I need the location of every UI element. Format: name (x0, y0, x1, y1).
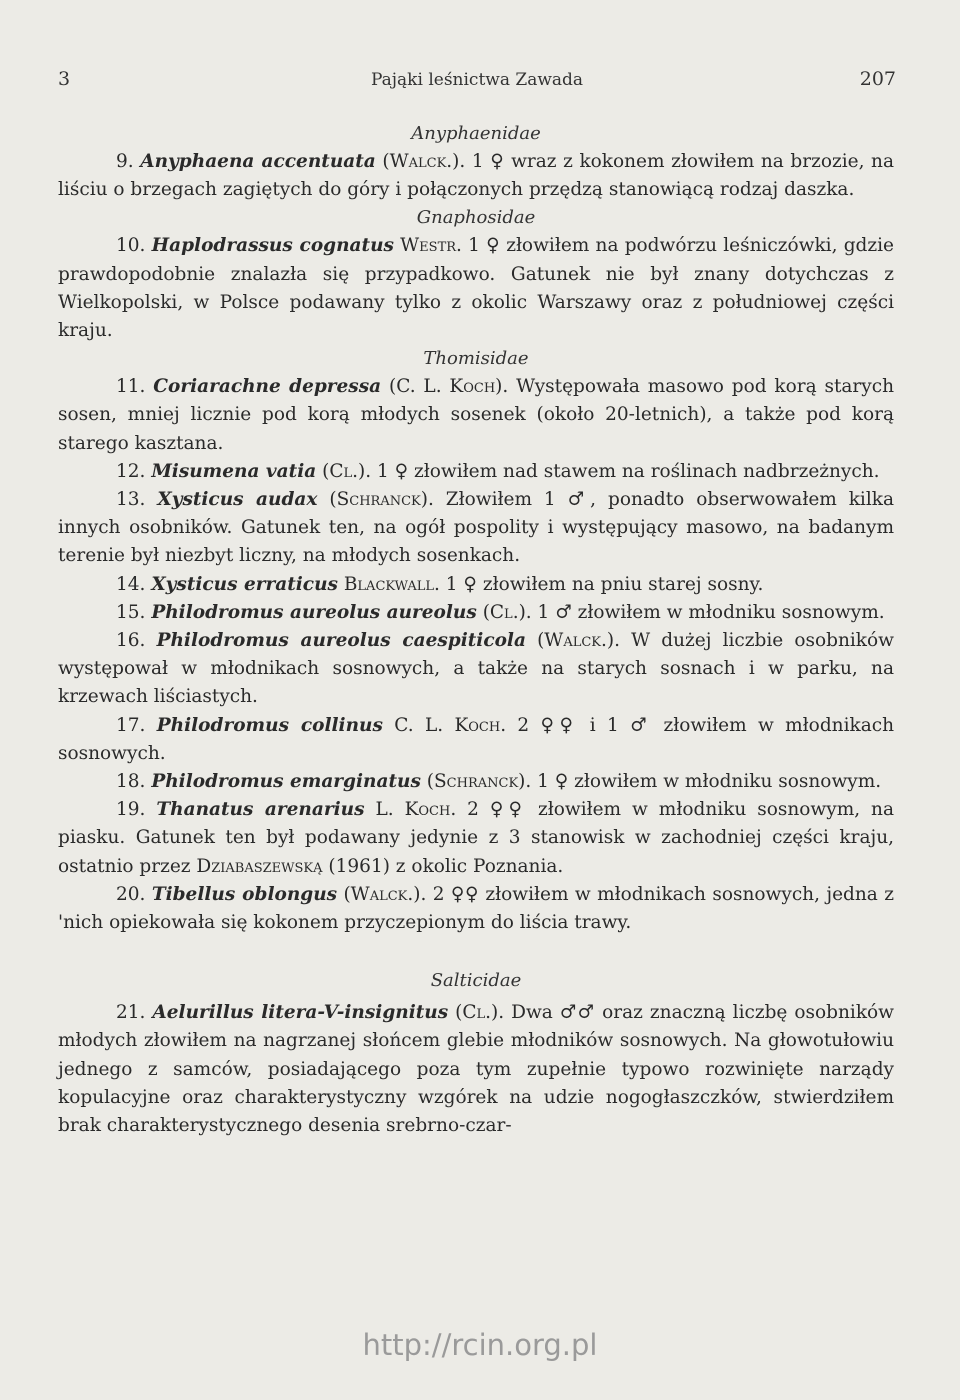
species-name: Haplodrassus cognatus (151, 235, 394, 257)
entry-text-cont: (1961) z okolic Poznania. (322, 855, 564, 877)
species-author: Westr. (400, 235, 462, 257)
species-entry (58, 486, 894, 571)
species-author: (Walck.). (537, 630, 620, 652)
species-author: (Schranck). (329, 489, 434, 511)
section-heading: Salticidae (430, 970, 522, 992)
species-author: (Schranck). (426, 771, 532, 793)
species-name: Philodromus aureolus caespiticola (156, 630, 526, 652)
species-name: Anyphaena accentuata (140, 151, 376, 172)
page-header (58, 64, 896, 98)
article-body (58, 120, 894, 1140)
entry-text: 1 ♀ złowiłem w młodniku sosnowym. (531, 771, 882, 793)
species-name: Tibellus oblongus (151, 883, 338, 905)
entry-number: 11. (116, 376, 146, 398)
species-author: C. L. Koch. (394, 714, 507, 736)
species-author: Blackwall. (343, 573, 440, 595)
section-heading: Anyphaenidae (411, 123, 541, 144)
watermark: http://rcin.org.pl (362, 1328, 598, 1362)
entry-number: 18. (116, 771, 146, 793)
species-entry (58, 768, 894, 796)
species-author: (Cl.). (322, 460, 372, 482)
entry-number: 15. (116, 601, 146, 623)
species-entry (58, 599, 894, 627)
species-author: (Walck.). (382, 151, 466, 172)
species-name: Misumena vatia (151, 460, 317, 482)
entry-number: 10. (116, 235, 146, 257)
species-entry (58, 627, 894, 712)
entry-number: 19. (116, 799, 146, 821)
species-name: Philodromus collinus (156, 714, 383, 736)
section-heading: Thomisidae (423, 348, 529, 370)
entry-number: 9. (116, 151, 134, 172)
species-author: (Walck.). (343, 883, 427, 905)
section-heading: Gnaphosidae (416, 207, 536, 229)
species-name: Aelurillus litera-V-insignitus (152, 1002, 449, 1024)
entry-text: 2 ♀♀ złowiłem w młodnikach sosnowych, jedna z 'nich opiekowała się kokonem przyczepionym do liścia trawy. (58, 883, 894, 934)
species-entry (58, 796, 894, 881)
species-name: Philodromus emarginatus (151, 771, 421, 793)
species-author: L. Koch. (375, 799, 457, 821)
entry-number: 16. (116, 630, 146, 652)
species-author: (Cl.). (482, 601, 532, 623)
entry-number: 14. (116, 573, 146, 595)
entry-number: 17. (116, 714, 146, 736)
page-number: 207 (859, 68, 896, 90)
entry-number: 21. (116, 1002, 146, 1024)
entry-text: 2 ♀♀ i 1 ♂ złowiłem w młodnikach sosnowych. (58, 714, 895, 764)
entry-text: Dwa ♂♂ oraz znaczną liczbę osobników młodych złowiłem na nagrzanej słońcem glebie młodników sosnowych. Na głowotułowiu jednego z samców, posiadającego poza tym zupełnie typowo rozwinięte narządy kopulacyjne oraz charakterystyczny wzgórek na udzie nogogłaszczków, stwierdziłem brak charakterystycznego desenia srebrno-czar- (58, 1002, 895, 1137)
entry-number: 13. (116, 489, 146, 511)
species-entry (58, 999, 894, 1140)
entry-text: 1 ♀ złowiłem na pniu starej sosny. (439, 573, 764, 595)
species-name: Xysticus erraticus (151, 573, 338, 595)
species-name: Coriarachne depressa (153, 376, 382, 398)
species-entry (58, 881, 894, 937)
species-name: Xysticus audax (157, 489, 318, 511)
entry-text: 2 ♀♀ złowiłem w młodniku sosnowym, na piasku. Gatunek ten był podawany jedynie z 3 stanowisk w zachodniej części kraju, ostatnio przez (58, 799, 894, 877)
species-entry (58, 571, 894, 599)
entry-text: 1 ♂ złowiłem w młodniku sosnowym. (531, 601, 885, 623)
species-entry (58, 458, 894, 486)
cited-author: Dziabaszewską (196, 855, 323, 877)
running-head: Pająki leśnictwa Zawada (370, 70, 584, 90)
species-author: (Cl.). (455, 1002, 505, 1024)
spacer (58, 937, 894, 967)
species-entry (58, 148, 894, 204)
species-name: Thanatus arenarius (156, 799, 365, 821)
entry-text: 1 ♀ wraz z kokonem złowiłem na brzozie, na liściu o brzegach zagiętych do góry i połączonych przędzą stanowiącą rodzaj daszka. (58, 151, 894, 201)
page-number-left: 3 (58, 68, 71, 90)
entry-text: 1 ♀ złowiłem na podwórzu leśniczówki, gdzie prawdopodobnie znalazła się przypadkowo. Gatunek nie był znany dotychczas z Wielkopolski, w Polsce podawany tylko z okolic Warszawy oraz z południowej części kraju. (58, 235, 894, 342)
entry-text: Występowała masowo pod korą starych sosen, mniej licznie pod korą młodych sosenek (około 20-letnich), a także pod korą starego kasztana. (58, 376, 895, 454)
entry-text: Złowiłem 1 ♂, ponadto obserwowałem kilka innych osobników. Gatunek ten, na ogół pospolity i występujący masowo, na badanym terenie był niezbyt liczny, na młodych sosenkach. (58, 489, 895, 567)
entry-text: 1 ♀ złowiłem nad stawem na roślinach nadbrzeżnych. (371, 460, 880, 482)
species-name: Philodromus aureolus aureolus (151, 601, 477, 623)
entry-number: 20. (116, 883, 146, 905)
species-author: (C. L. Koch). (388, 376, 509, 398)
entry-number: 12. (116, 460, 146, 482)
species-entry (58, 232, 894, 345)
species-entry (58, 373, 894, 458)
entry-text: W dużej liczbie osobników występował w młodnikach sosnowych, a także na starych sosnach i w parku, na krzewach liściastych. (58, 630, 894, 708)
species-entry (58, 712, 894, 768)
